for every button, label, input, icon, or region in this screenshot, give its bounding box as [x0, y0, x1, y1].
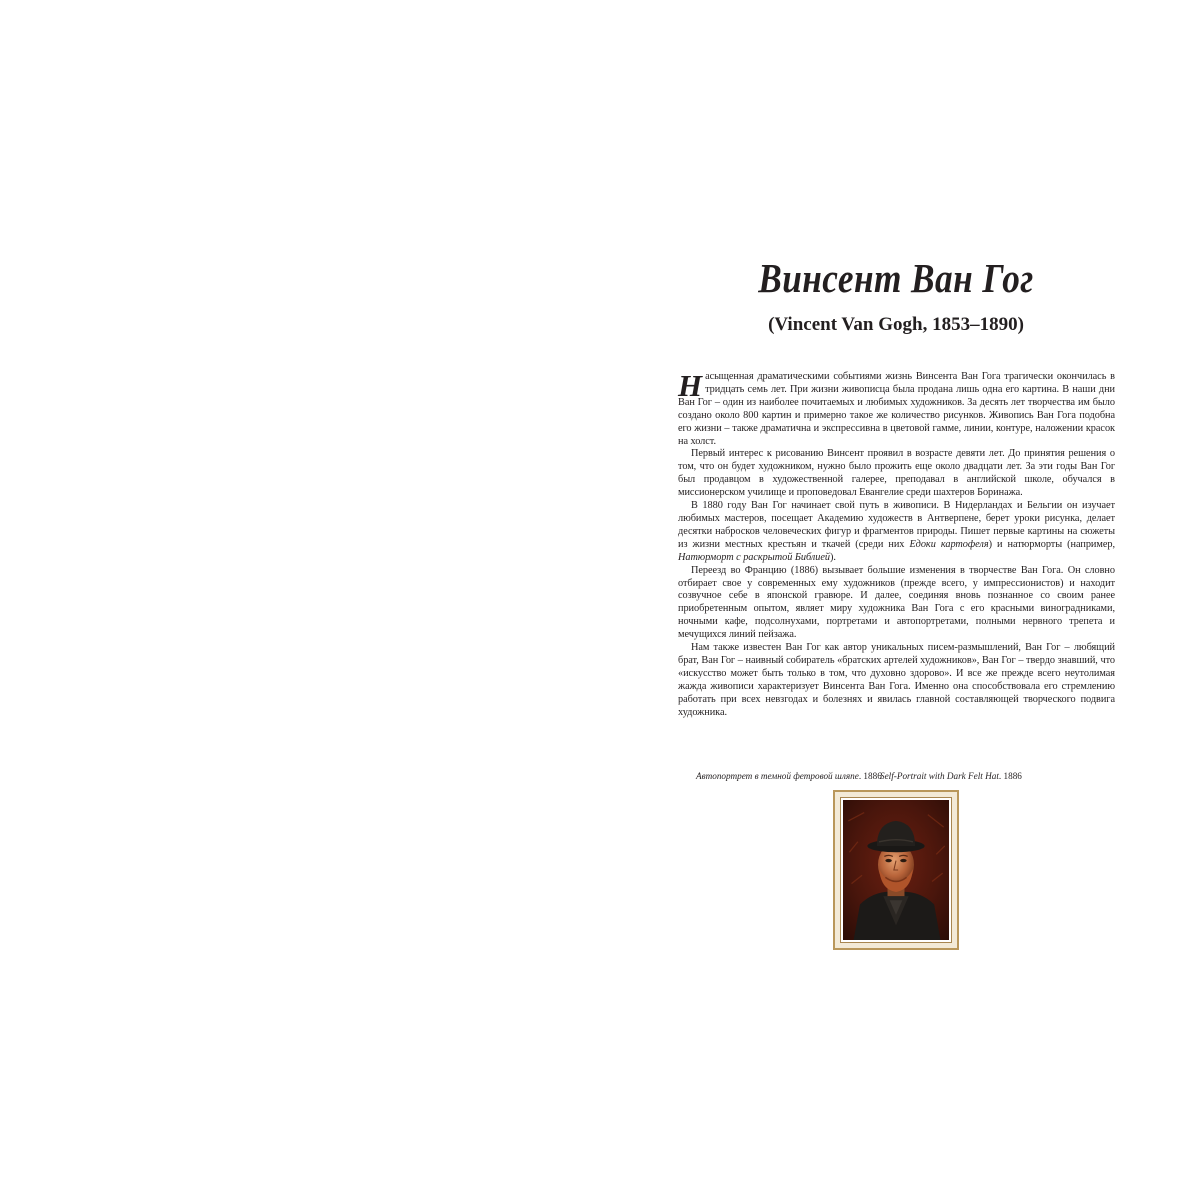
artwork-title-potato-eaters: Едоки картофеля — [909, 538, 989, 550]
caption-russian-year: . 1886 — [858, 771, 882, 781]
bio-paragraph-3-text-c: ). — [829, 551, 836, 563]
portrait-mat — [840, 797, 952, 943]
caption-russian-title: Автопортрет в темной фетровой шляпе — [696, 771, 859, 781]
bio-paragraph-3 — [678, 500, 1115, 565]
bio-paragraph-2: Первый интерес к рисованию Винсент проявил в возрасте девяти лет. До принятия решения о том, что он будет художником, нужно было прожить еще около двадцати лет. За эти годы Ван Гог был продавцом в художественной галерее, преподавал в английской школе, обучался в миссионерском училище и проповедовал Евангелие среди шахтеров Боринажа. — [678, 448, 1115, 499]
page-title: Винсент Ван Гог — [758, 255, 1034, 301]
biography-text — [678, 368, 1115, 719]
bio-paragraph-3-text-b: ) и натюрморты (например, — [988, 538, 1115, 550]
artwork-title-still-life-bible: Натюрморт с раскрытой Библией — [678, 551, 830, 563]
caption-english-title: Self-Portrait with Dark Felt Hat — [880, 771, 999, 781]
caption-english — [880, 770, 1022, 782]
drop-cap: Н — [678, 368, 703, 403]
bio-paragraph-1 — [678, 368, 1115, 448]
self-portrait-image — [843, 800, 949, 940]
portrait-frame — [833, 790, 959, 950]
bio-paragraph-3-text-a: В 1880 году Ван Гог начинает свой путь в живописи. В Нидерландах и Бельгии он изучает любимых мастеров, посещает Академию художеств в Антверпене, берет уроки рисунка, делает десятки набросков человеческих фигур и фрагментов природы. Пишет первые картины на сюжеты из жизни местных крестьян и ткачей (среди них — [678, 500, 1115, 550]
page-subtitle: (Vincent Van Gogh, 1853–1890) — [768, 314, 1024, 335]
bio-paragraph-5: Нам также известен Ван Гог как автор уникальных писем-размышлений, Ван Гог – любящий брат, Ван Гог – наивный собиратель «братских артелей художников», Ван Гог – твердо знавший, что «искусство может быть только в том, что духовно здорово». И все же прежде всего неутолимая жажда живописи характеризует Винсента Ван Гога. Именно она способствовала его стремлению работать при всех невзгодах и болезнях и явилась главной составляющей творческого подвига художника. — [678, 642, 1115, 718]
bio-paragraph-4: Переезд во Францию (1886) вызывает большие изменения в творчестве Ван Гога. Он словно отбирает свое у современных ему художников (прежде всего, у импрессионистов) и находит созвучное себе в японской гравюре. И далее, соединяя вновь познанное со своим ранее приобретенным опытом, являет миру художника Ван Гога с его красными виноградниками, ночными кафе, подсолнухами, портретами и автопортретами, полными нервного трепета и мечущихся линий пейзажа. — [678, 564, 1115, 641]
bio-paragraph-1-text: асыщенная драматическими событиями жизнь Винсента Ван Гога трагически окончилась в тридцать семь лет. При жизни живописца была продана лишь одна его картина. В наши дни Ван Гог – один из наиболее почитаемых и любимых художников. За десять лет творчества им было создано около 800 картин и примерно такое же количество рисунков. Живопись Ван Гога подобна его жизни – также драматична и экспрессивна в цветовой гамме, линии, контуре, наложении красок на холст. — [678, 371, 1115, 447]
caption-english-year: . 1886 — [998, 771, 1022, 781]
caption-russian — [696, 770, 882, 782]
